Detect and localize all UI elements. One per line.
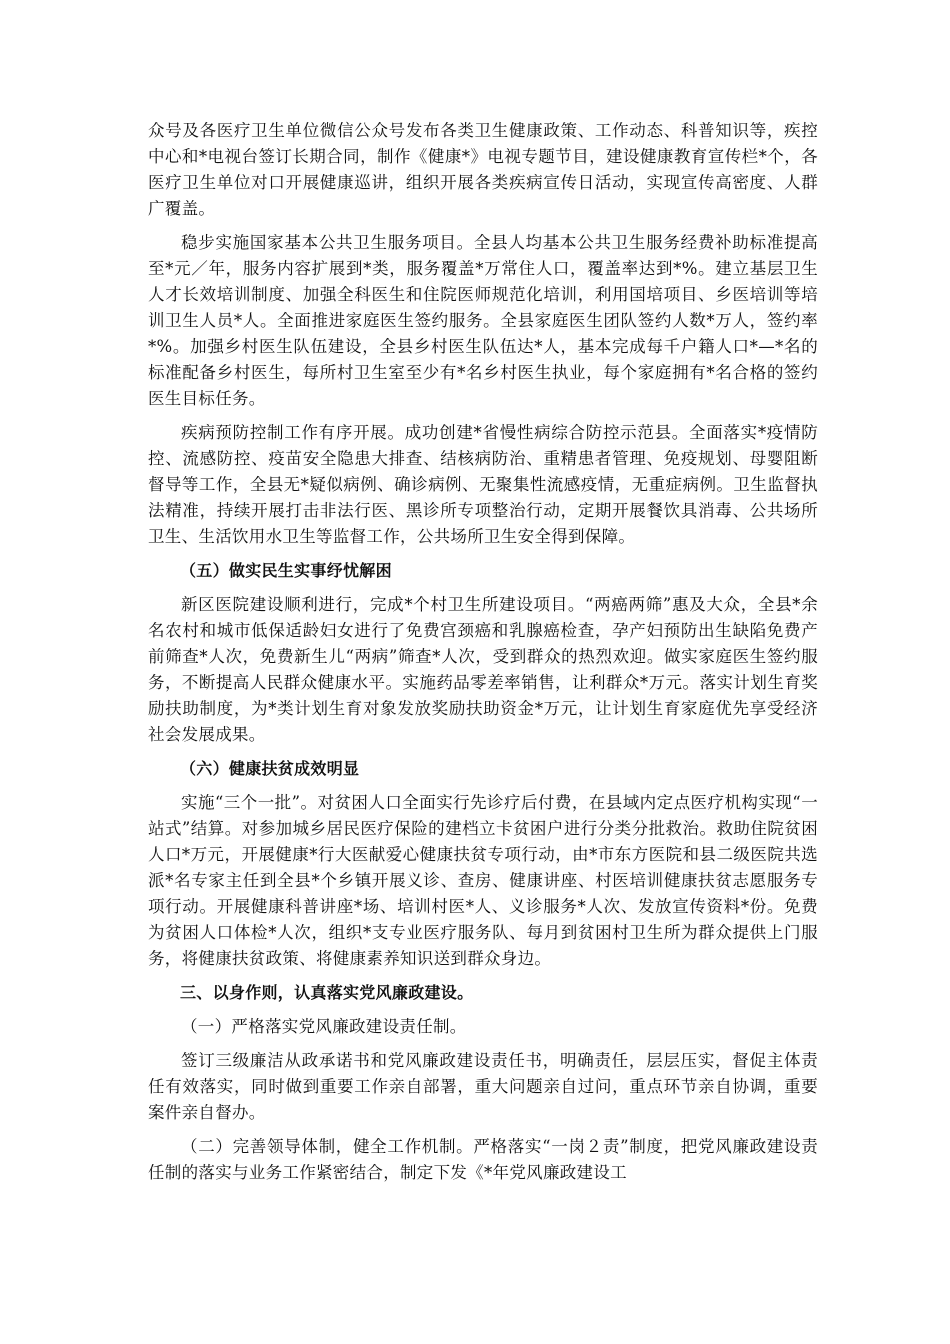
paragraph: 签订三级廉洁从政承诺书和党风廉政建设责任书，明确责任，层层压实，督促主体责任有效落实，同时做到重要工作亲自部署，重大问题亲自过问，重点环节亲自协调，重要案件亲自督办。 — [148, 1051, 818, 1122]
document-page — [148, 118, 818, 1194]
section-heading: 三、以身作则，认真落实党风廉政建设。 — [180, 983, 474, 1002]
section-heading: （五）做实民生实事纾忧解困 — [180, 561, 392, 580]
paragraph: 稳步实施国家基本公共卫生服务项目。全县人均基本公共卫生服务经费补助标准提高至*元／年，服务内容扩展到*类，服务覆盖*万常住人口，覆盖率达到*%。建立基层卫生人才长效培训制度、加强全科医生和住院医师规范化培训，利用国培项目、乡医培训等培训卫生人员*人。全面推进家庭医生签约服务。全县家庭医生团队签约人数*万人，签约率*%。加强乡村医生队伍建设，全县乡村医生队伍达*人，基本完成每千户籍人口*—*名的标准配备乡村医生，每所村卫生室至少有*名乡村医生执业，每个家庭拥有*名合格的签约医生目标任务。 — [148, 233, 818, 408]
paragraph: 新区医院建设顺利进行，完成*个村卫生所建设项目。“两癌两筛”惠及大众，全县*余名农村和城市低保适龄妇女进行了免费宫颈癌和乳腺癌检查，孕产妇预防出生缺陷免费产前筛查*人次，免费新生儿“两病”筛查*人次，受到群众的热烈欢迎。做实家庭医生签约服务，不断提高人民群众健康水平。实施药品零差率销售，让利群众*万元。落实计划生育奖励扶助制度，为*类计划生育对象发放奖励扶助资金*万元，让计划生育家庭优先享受经济社会发展成果。 — [148, 595, 818, 744]
section-heading: （六）健康扶贫成效明显 — [180, 759, 360, 778]
paragraph: 疾病预防控制工作有序开展。成功创建*省慢性病综合防控示范县。全面落实*疫情防控、流感防控、疫苗安全隐患大排查、结核病防治、重精患者管理、免疫规划、母婴阻断督导等工作，全县无*疑似病例、确诊病例、无聚集性流感疫情，无重症病例。卫生监督执法精准，持续开展打击非法行医、黑诊所专项整治行动，定期开展餐饮具消毒、公共场所卫生、生活饮用水卫生等监督工作，公共场所卫生安全得到保障。 — [148, 423, 818, 546]
paragraph: （二）完善领导体制，健全工作机制。严格落实“一岗２责”制度，把党风廉政建设责任制的落实与业务工作紧密结合，制定下发《*年党风廉政建设工 — [148, 1137, 818, 1182]
paragraph: 实施“三个一批”。对贫困人口全面实行先诊疗后付费，在县域内定点医疗机构实现“一站式”结算。对参加城乡居民医疗保险的建档立卡贫困户进行分类分批救治。救助住院贫困人口*万元，开展健康*行大医献爱心健康扶贫专项行动，由*市东方医院和县二级医院共选派*名专家主任到全县*个乡镇开展义诊、查房、健康讲座、村医培训健康扶贫志愿服务专项行动。开展健康科普讲座*场、培训村医*人、义诊服务*人次、发放宣传资料*份。免费为贫困人口体检*人次，组织*支专业医疗服务队、每月到贫困村卫生所为群众提供上门服务，将健康扶贫政策、将健康素养知识送到群众身边。 — [148, 793, 818, 968]
subsection-heading: （一）严格落实党风廉政建设责任制。 — [181, 1017, 467, 1036]
paragraph: 众号及各医疗卫生单位微信公众号发布各类卫生健康政策、工作动态、科普知识等，疾控中心和*电视台签订长期合同，制作《健康*》电视专题节目，建设健康教育宣传栏*个，各医疗卫生单位对口开展健康巡讲，组织开展各类疾病宣传日活动，实现宣传高密度、人群广覆盖。 — [148, 121, 818, 218]
